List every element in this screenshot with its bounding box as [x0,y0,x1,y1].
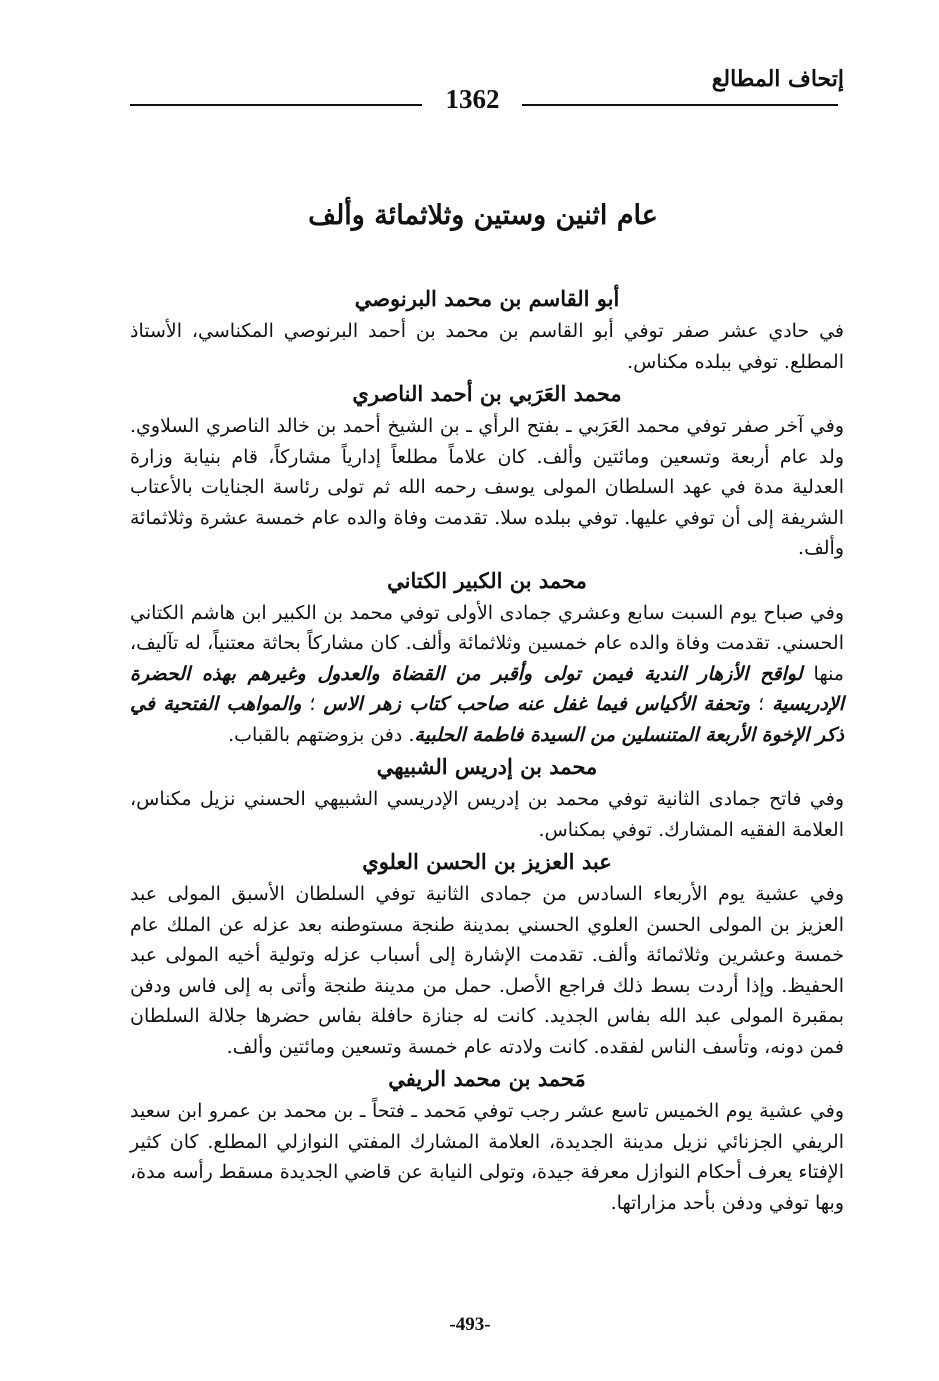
entry-name: عبد العزيز بن الحسن العلوي [362,849,612,874]
entry-name: مَحمد بن محمد الريفي [388,1066,586,1091]
separator: ؛ [758,693,765,715]
entry-text: وفي فاتح جمادى الثانية توفي محمد بن إدريس الإدريسي الشبيهي الحسني نزيل مكناس، العلامة الفقيه المشارك. توفي بمكناس. [130,788,844,841]
entry [130,282,844,377]
entry-name: محمد بن إدريس الشبيهي [376,754,598,779]
entry-text-part: . دفن بزوضتهم بالقباب. [228,723,415,746]
entry-text: في حادي عشر صفر توفي أبو القاسم بن محمد بن أحمد البرنوصي المكناسي، الأستاذ المطلع. توفي ببلده مكناس. [130,320,844,373]
entry-text-part: وفي صباح يوم السبت سابع وعشري جمادى الأولى توفي محمد بن الكبير ابن هاشم الكتاني الحسني. تقدمت وفاة والده عام خمسين وثلاثمائة وألف. كان مشاركاً بحاثة معتنياً، له تآليف، منها [130,601,844,685]
year-number: 1362 [445,84,500,114]
entry-name: محمد بن الكبير الكتاني [387,567,587,593]
book-title: وتحفة الأكياس فيما غفل عنه صاحب كتاب زهر الاس [323,693,751,715]
chapter-title: عام اثنين وستين وثلاثمائة وألف [308,200,658,231]
entry [130,377,844,564]
entry [130,750,844,845]
running-title: إتحاف المطالع [711,66,844,92]
header-rule-left [130,104,422,106]
entry-text: وفي عشية يوم الأربعاء السادس من جمادى الثانية توفي السلطان الأسبق المولى عبد العزيز بن المولى الحسن العلوي الحسني بمدينة طنجة مستوطنه بعد عزله عن الملك عام خمسة وعشرين وثلاثمائة وألف. تقدمت الإشارة إلى أسباب عزله وتولية أخيه المولى عبد الحفيظ. وإذا أردت بسط ذلك فراجع الأصل. حمل من مدينة طنجة وأتى به إلى فاس ودفن بمقبرة المولى عبد الله بفاس الجديد. كانت له جنازة حافلة بفاس حضرها جلالة السلطان فمن دونه، وتأسف الناس لفقده. كانت ولادته عام خمسة وتسعين ومائتين وألف. [130,883,844,1058]
entry-text: وفي آخر صفر توفي محمد العَرَبي ـ بفتح الرأي ـ بن الشيخ أحمد بن خالد الناصري السلاوي. ولد عام أربعة وتسعين ومائتين وألف. كان علاماً مطلعاً إدارياً مشاركاً، قام بنيابة وزارة العدلية مدة في عهد السلطان المولى يوسف رحمه الله ثم تولى رئاسة الجنايات بالأعتاب الشريفة إلى أن توفي عليها. توفي ببلده سلا. تقدمت وفاة والده عام خمسة عشرة وثلاثمائة وألف. [130,415,844,559]
entry-text: وفي عشية يوم الخميس تاسع عشر رجب توفي مَحمد ـ فتحاً ـ بن محمد بن عمرو ابن سعيد الريفي الجزنائي نزيل مدينة الجديدة، العلامة المشارك المفتي النوازلي المطلع. كان كثير الإفتاء يعرف أحكام النوازل معرفة جيدة، وتولى النيابة عن قاضي الجديدة مسقط رأسه مدة، وبها توفي ودفن بأحد مزاراتها. [130,1100,844,1214]
entry-text [130,598,844,751]
entry [130,564,844,751]
page-number: -493- [449,1314,491,1335]
entry [130,845,844,1062]
entry [130,1062,844,1218]
separator: ؛ [309,693,316,715]
book-title: والمواهب الفتحية في ذكر الإخوة الأربعة المتنسلين من السيدة فاطمة الحلبية [130,693,844,746]
entry-name: أبو القاسم بن محمد البرنوصي [354,286,620,311]
header-rule-right [522,104,838,106]
entries-list [130,282,844,1218]
entry-name: محمد العَرَبي بن أحمد الناصري [352,381,622,406]
book-title: لواقح الأزهار الندية فيمن تولى وأقبر من القضاة والعدول وغيرهم بهذه الحضرة الإدريسية [130,662,845,715]
